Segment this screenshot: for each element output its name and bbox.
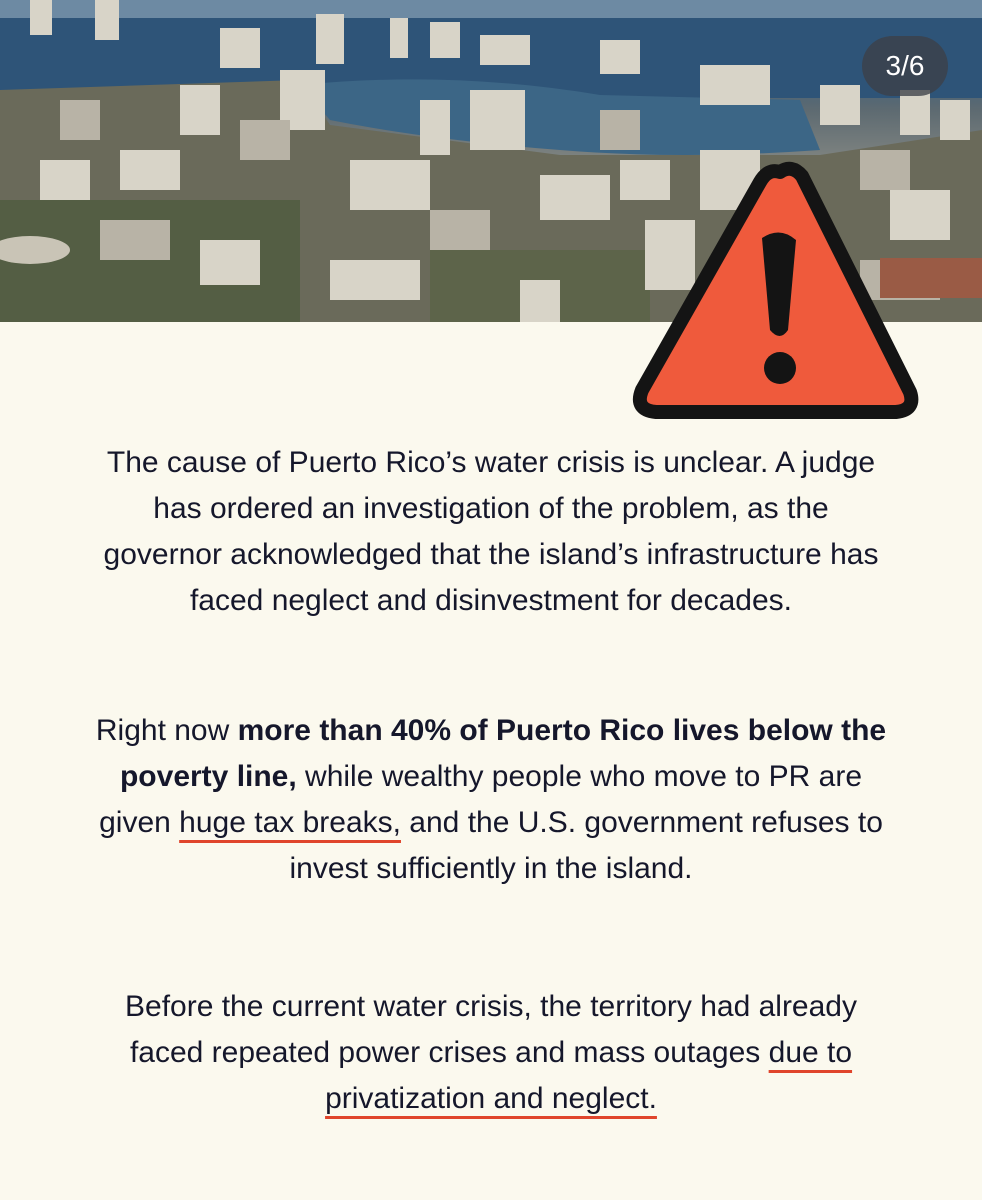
paragraph-2-middle: while wealthy people who move to PR are given bbox=[99, 760, 863, 839]
paragraph-water-crisis-cause bbox=[90, 440, 892, 624]
paragraph-power-crises bbox=[90, 984, 892, 1122]
poverty-statistic-bold: more than 40% of Puerto Rico lives below the poverty line, bbox=[119, 714, 887, 793]
paragraph-2-lead: Right now bbox=[95, 714, 238, 747]
paragraph-poverty bbox=[90, 708, 892, 892]
paragraph-3-lead: Before the current water crisis, the territory had already faced repeated power crises and mass outages bbox=[125, 990, 857, 1069]
paragraph-1-text: The cause of Puerto Rico’s water crisis is unclear. A judge has ordered an investigation of the problem, as the governor acknowledged that the island’s infrastructure has faced neglect and disinvestment for decades. bbox=[103, 446, 879, 617]
slide-counter-badge: 3/6 bbox=[862, 36, 948, 96]
privatization-underlined: due to privatization and neglect. bbox=[325, 1036, 853, 1115]
tax-breaks-underlined: huge tax breaks, bbox=[179, 806, 401, 839]
warning-triangle-icon bbox=[630, 160, 920, 422]
paragraph-2-end: and the U.S. government refuses to invest sufficiently in the island. bbox=[289, 806, 883, 885]
